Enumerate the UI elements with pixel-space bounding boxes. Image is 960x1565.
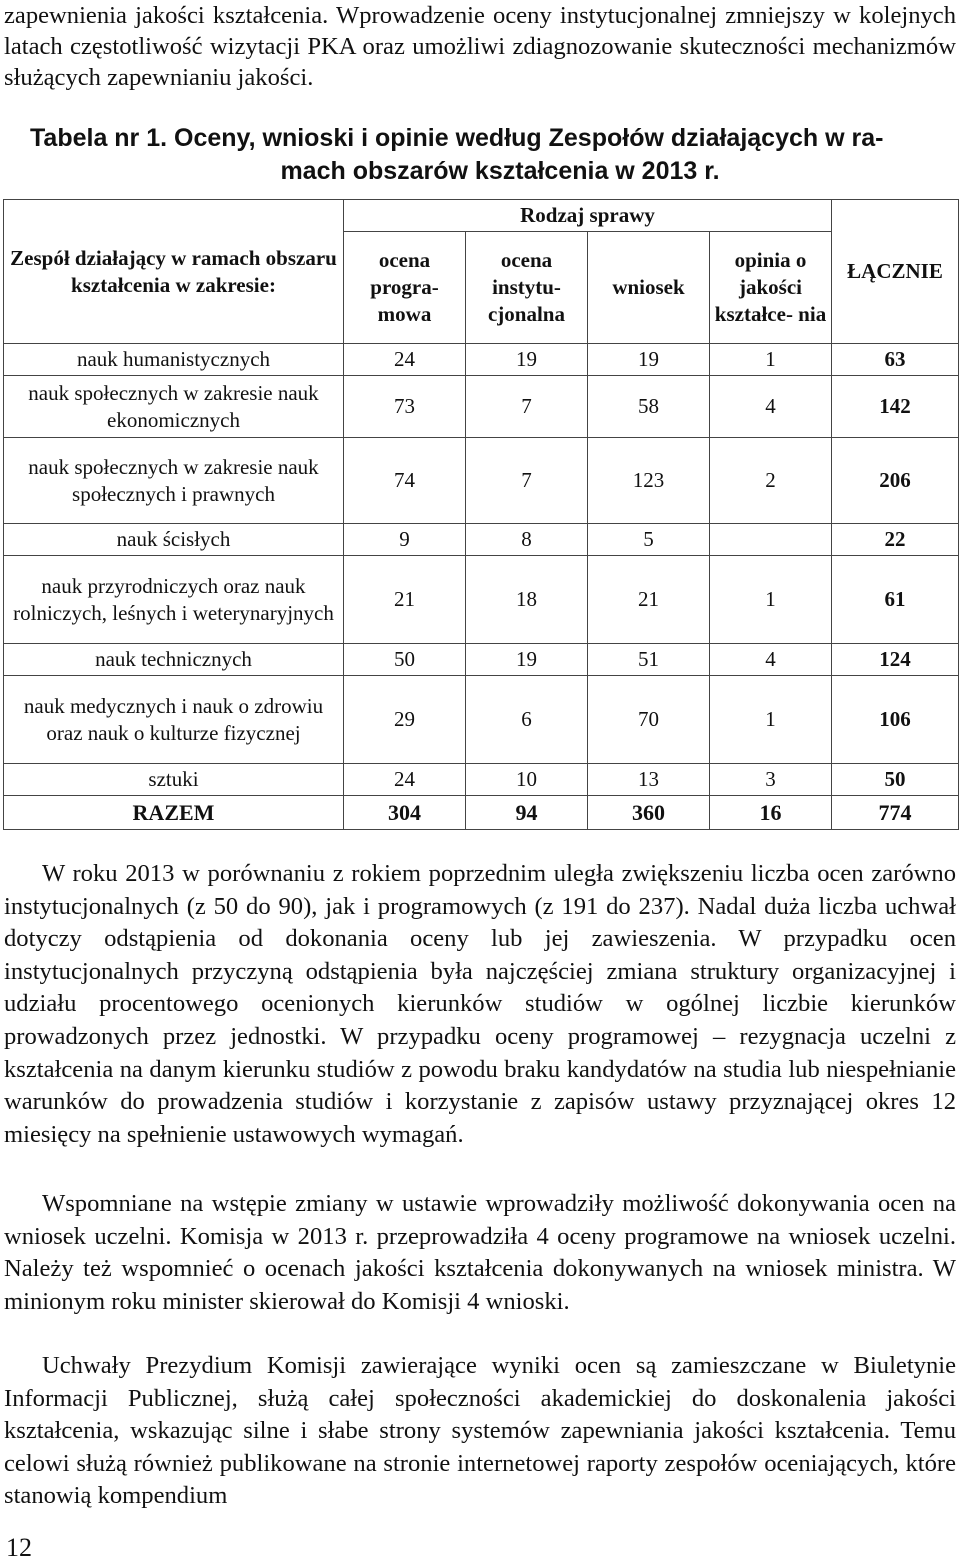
cell-instytucjonalna: 7 [466, 376, 588, 438]
body-paragraph-3: Uchwały Prezydium Komisji zawierające wyniki ocen są zamieszczane w Biuletynie Informacji Publicznej, służą całej społeczności akademickiej do doskonalenia jakości kształcenia, wskazując silne i słabe strony systemów zapewniania jakości kształcenia. Temu celowi służą również publikowane na stronie internetowej raporty zespołów oceniających, które stanowią kompendium [4, 1352, 956, 1510]
total-total: 774 [832, 796, 959, 830]
cell-programowa: 24 [344, 344, 466, 376]
header-instytucjonalna: ocena instytu- cjonalna [466, 232, 588, 344]
table-body [4, 344, 959, 830]
cell-instytucjonalna: 10 [466, 764, 588, 796]
cell-total: 22 [832, 524, 959, 556]
row-name: nauk medycznych i nauk o zdrowiu oraz nauk o kulturze fizycznej [4, 676, 344, 764]
cell-wniosek: 123 [588, 438, 710, 524]
cell-instytucjonalna: 18 [466, 556, 588, 644]
row-name: nauk przyrodniczych oraz nauk rolniczych, leśnych i weterynaryjnych [4, 556, 344, 644]
cell-opinia [710, 524, 832, 556]
cell-wniosek: 21 [588, 556, 710, 644]
table-row [4, 376, 959, 438]
table-caption-line-1: Tabela nr 1. Oceny, wnioski i opinie według Zespołów działających w ra- [30, 124, 884, 152]
row-name: nauk ścisłych [4, 524, 344, 556]
cell-opinia: 1 [710, 344, 832, 376]
cell-opinia: 2 [710, 438, 832, 524]
total-row-label: RAZEM [4, 796, 344, 830]
cell-total: 142 [832, 376, 959, 438]
cell-programowa: 50 [344, 644, 466, 676]
cell-opinia: 1 [710, 676, 832, 764]
total-programowa: 304 [344, 796, 466, 830]
table-row [4, 644, 959, 676]
total-row [4, 796, 959, 830]
assessments-table [3, 199, 959, 830]
cell-total: 61 [832, 556, 959, 644]
page-number: 12 [6, 1533, 32, 1562]
cell-opinia: 4 [710, 376, 832, 438]
cell-total: 206 [832, 438, 959, 524]
table-row [4, 556, 959, 644]
cell-opinia: 4 [710, 644, 832, 676]
body-paragraph-2: Wspomniane na wstępie zmiany w ustawie wprowadziły możliwość dokonywania ocen na wniosek uczelni. Komisja w 2013 r. przeprowadziła 4 oceny programowe na wniosek uczelni. Należy też wspomnieć o ocenach jakości kształcenia dokonywanych na wniosek ministra. W minionym roku minister skierował do Komisji 4 wnioski. [4, 1190, 956, 1315]
cell-opinia: 3 [710, 764, 832, 796]
cell-wniosek: 70 [588, 676, 710, 764]
cell-instytucjonalna: 8 [466, 524, 588, 556]
cell-wniosek: 19 [588, 344, 710, 376]
table-caption [30, 122, 930, 188]
row-name: nauk społecznych w zakresie nauk społecznych i prawnych [4, 438, 344, 524]
total-wniosek: 360 [588, 796, 710, 830]
body-paragraph-1: W roku 2013 w porównaniu z rokiem poprzednim uległa zwiększeniu liczba ocen zarówno instytucjonalnych (z 50 do 90), jak i programowych (z 191 do 237). Nadal duża liczba uchwał dotyczy odstąpienia od dokonania oceny lub jej zawieszenia. W przypadku ocen instytucjonalnych przyczyną odstąpienia była najczęściej zmiana struktury organizacyjnej i udziału procentowego ocenionych kierunków studiów w ogólnej liczbie kierunków prowadzonych przez jednostki. W przypadku oceny programowej – rezygnacja uczelni z kształcenia na danym kierunku studiów z powodu braku kandydatów na studia lub niespełnianie warunków do prowadzenia studiów i korzystanie z zapisów ustawy przyznającej okres 12 miesięcy na spełnienie ustawowych wymagań. [4, 860, 956, 1148]
cell-total: 124 [832, 644, 959, 676]
header-opinia: opinia o jakości kształce- nia [710, 232, 832, 344]
header-programowa: ocena progra- mowa [344, 232, 466, 344]
cell-total: 50 [832, 764, 959, 796]
table-row [4, 676, 959, 764]
cell-instytucjonalna: 19 [466, 644, 588, 676]
table-row [4, 438, 959, 524]
row-name: sztuki [4, 764, 344, 796]
table-caption-line-2: mach obszarów kształcenia w 2013 r. [280, 157, 720, 185]
cell-wniosek: 13 [588, 764, 710, 796]
cell-programowa: 24 [344, 764, 466, 796]
cell-total: 63 [832, 344, 959, 376]
cell-wniosek: 5 [588, 524, 710, 556]
cell-total: 106 [832, 676, 959, 764]
cell-programowa: 74 [344, 438, 466, 524]
cell-programowa: 9 [344, 524, 466, 556]
total-instytucjonalna: 94 [466, 796, 588, 830]
cell-programowa: 73 [344, 376, 466, 438]
cell-programowa: 29 [344, 676, 466, 764]
cell-opinia: 1 [710, 556, 832, 644]
cell-instytucjonalna: 6 [466, 676, 588, 764]
header-case-type: Rodzaj sprawy [344, 200, 832, 232]
cell-instytucjonalna: 7 [466, 438, 588, 524]
row-name: nauk technicznych [4, 644, 344, 676]
table-row [4, 344, 959, 376]
cell-instytucjonalna: 19 [466, 344, 588, 376]
header-total: ŁĄCZNIE [832, 200, 959, 344]
cell-programowa: 21 [344, 556, 466, 644]
header-wniosek: wniosek [588, 232, 710, 344]
cell-wniosek: 58 [588, 376, 710, 438]
row-name: nauk społecznych w zakresie nauk ekonomicznych [4, 376, 344, 438]
table-row [4, 524, 959, 556]
total-opinia: 16 [710, 796, 832, 830]
table-row [4, 764, 959, 796]
cell-wniosek: 51 [588, 644, 710, 676]
intro-paragraph: zapewnienia jakości kształcenia. Wprowadzenie oceny instytucjonalnej zmniejszy w kolejnych latach częstotliwość wizytacji PKA oraz umożliwi zdiagnozowanie skuteczności mechanizmów służących zapewnianiu jakości. [4, 2, 956, 91]
header-team: Zespół działający w ramach obszaru kształcenia w zakresie: [4, 200, 344, 344]
row-name: nauk humanistycznych [4, 344, 344, 376]
